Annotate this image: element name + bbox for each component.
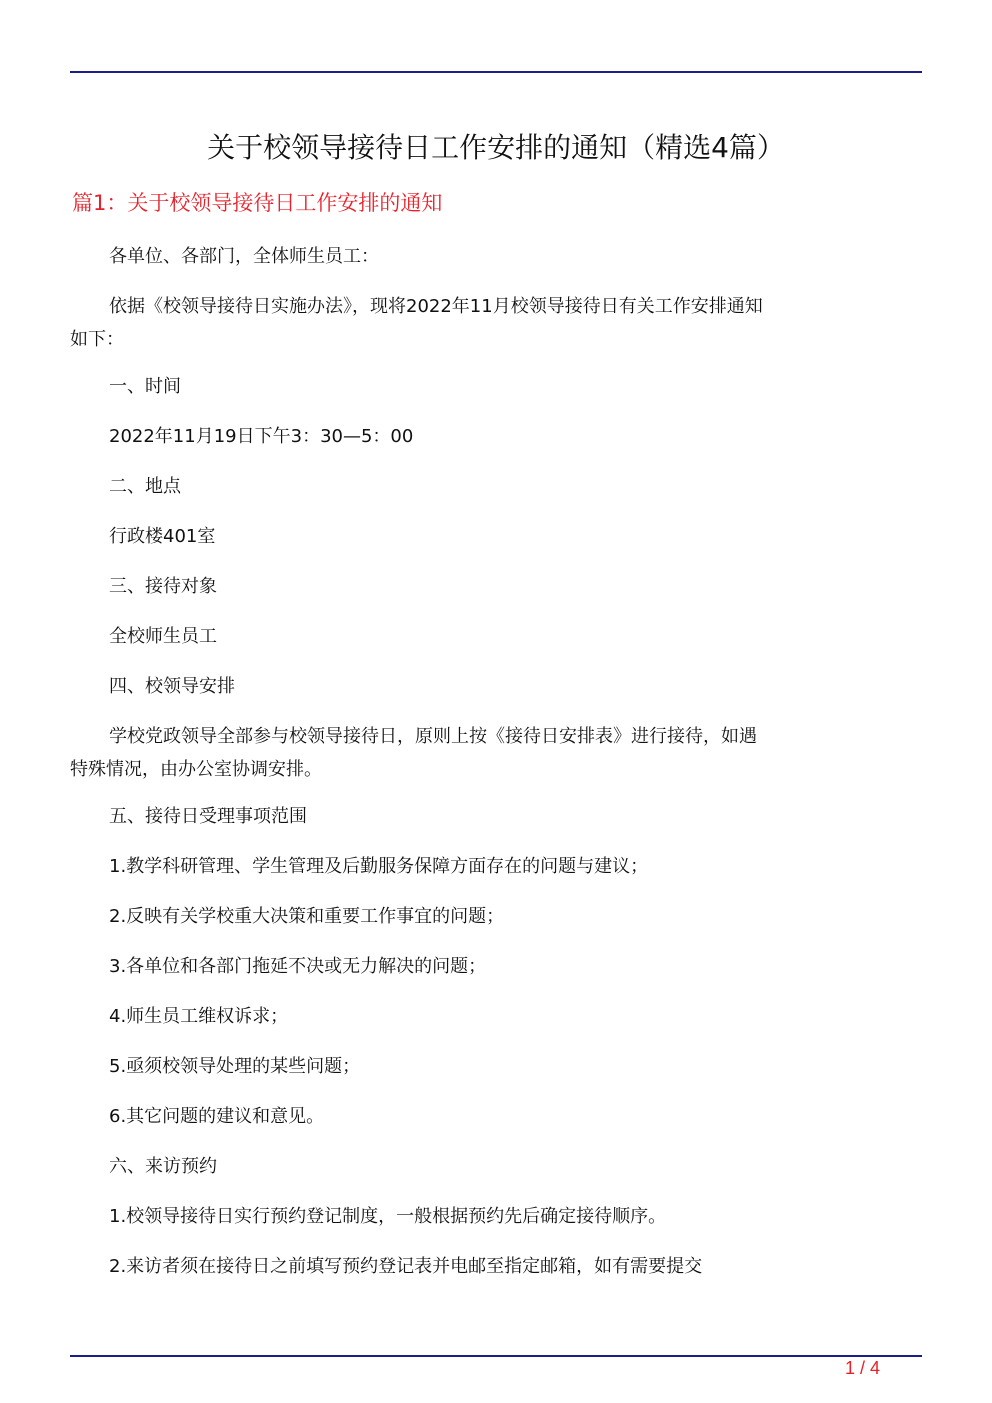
paragraph-heading-audience: 三、接待对象	[109, 576, 217, 597]
paragraph-scope-item-3: 3.各单位和各部门拖延不决或无力解决的问题；	[109, 956, 487, 977]
document-title: 关于校领导接待日工作安排的通知（精选4篇）	[207, 131, 785, 164]
paragraph-salutation: 各单位、各部门，全体师生员工：	[109, 246, 379, 267]
paragraph-heading-leaders: 四、校领导安排	[109, 676, 235, 697]
paragraph-scope-item-5: 5.亟须校领导处理的某些问题；	[109, 1056, 361, 1077]
paragraph-location-value: 行政楼401室	[109, 526, 216, 547]
paragraph-heading-scope: 五、接待日受理事项范围	[109, 806, 307, 827]
page-indicator: 1 / 4	[844, 1358, 880, 1378]
paragraph-scope-item-4: 4.师生员工维权诉求；	[109, 1006, 289, 1027]
paragraph-booking-item-2: 2.来访者须在接待日之前填写预约登记表并电邮至指定邮箱，如有需要提交	[109, 1256, 703, 1277]
paragraph-heading-time: 一、时间	[109, 376, 181, 397]
paragraph-heading-booking: 六、来访预约	[109, 1156, 217, 1177]
paragraph-scope-item-6: 6.其它问题的建议和意见。	[109, 1106, 325, 1127]
paragraph-time-value: 2022年11月19日下午3：30—5：00	[109, 426, 414, 447]
paragraph-booking-item-1: 1.校领导接待日实行预约登记制度，一般根据预约先后确定接待顺序。	[109, 1206, 667, 1227]
header-rule	[70, 71, 922, 73]
paragraph-audience-value: 全校师生员工	[109, 626, 217, 647]
paragraph-intro: 依据《校领导接待日实施办法》，现将2022年11月校领导接待日有关工作安排通知如下：	[70, 296, 763, 350]
section-heading: 篇1：关于校领导接待日工作安排的通知	[72, 191, 443, 215]
paragraph-scope-item-1: 1.教学科研管理、学生管理及后勤服务保障方面存在的问题与建议；	[109, 856, 649, 877]
footer-rule	[70, 1355, 922, 1357]
paragraph-heading-location: 二、地点	[109, 476, 181, 497]
paragraph-scope-item-2: 2.反映有关学校重大决策和重要工作事宜的问题；	[109, 906, 505, 927]
paragraph-leaders-value: 学校党政领导全部参与校领导接待日，原则上按《接待日安排表》进行接待，如遇特殊情况，由办公室协调安排。	[70, 726, 757, 780]
